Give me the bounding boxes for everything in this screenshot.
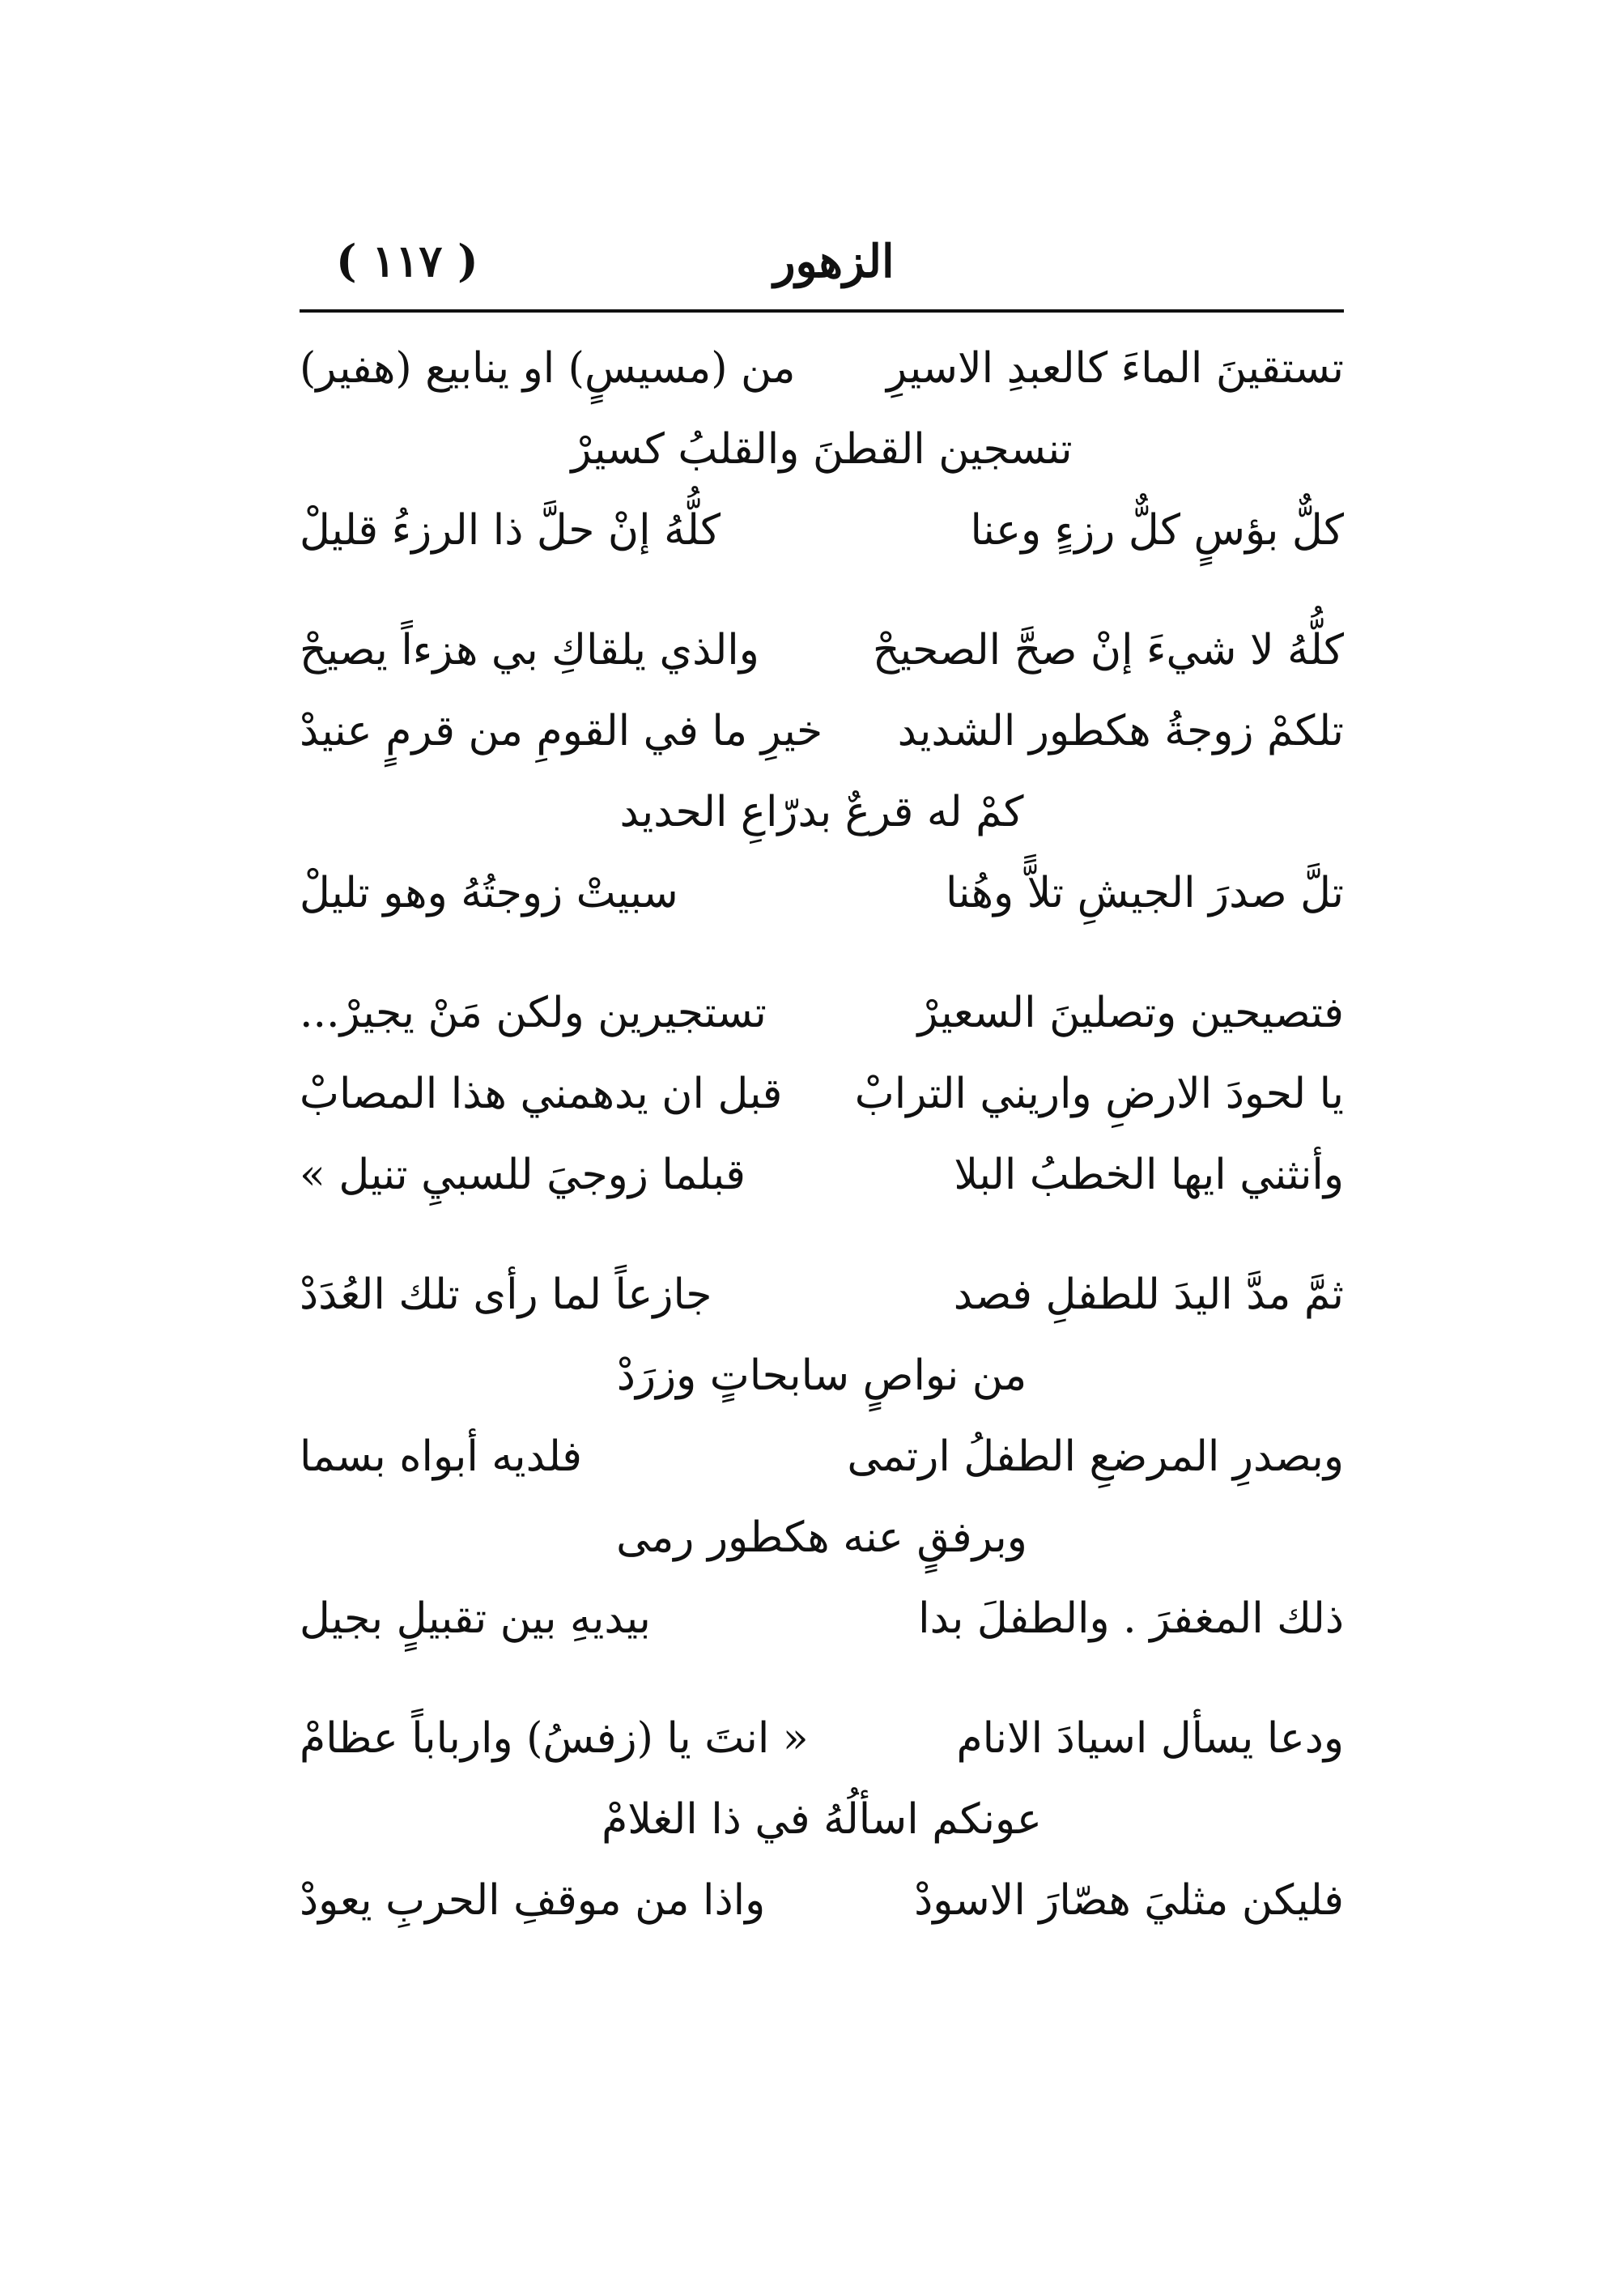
second-hemistich: جازعاً لما رأى تلك العُدَدْ — [300, 1270, 712, 1319]
verse-line — [300, 328, 1344, 409]
first-hemistich: ودعا يسأل اسيادَ الانام — [956, 1714, 1344, 1763]
verse-line — [300, 490, 1344, 571]
first-hemistich: يا لحودَ الارضِ واريني الترابْ — [854, 1070, 1344, 1118]
second-hemistich: تستجيرين ولكن مَنْ يجيرْ... — [300, 989, 767, 1037]
verse-line — [300, 691, 1344, 772]
first-hemistich: تلكمْ زوجةُ هكطور الشديد — [897, 707, 1344, 755]
verse-text: من نواصٍ سابحاتٍ وزرَدْ — [616, 1351, 1027, 1400]
running-title: الزهور — [773, 235, 895, 288]
first-hemistich: كلُّهُ لا شيءَ إنْ صحَّ الصحيحْ — [872, 626, 1344, 675]
second-hemistich: « انتَ يا (زفسُ) وارباباً عظامْ — [300, 1714, 809, 1763]
verse-line — [300, 1578, 1344, 1659]
first-hemistich: فليكن مثليَ هصّارَ الاسودْ — [914, 1876, 1344, 1925]
first-hemistich: وبصدرِ المرضعِ الطفلُ ارتمى — [847, 1432, 1344, 1481]
verse-line — [300, 853, 1344, 934]
verse-line-centered — [300, 409, 1344, 490]
verse-line — [300, 1860, 1344, 1941]
verse-line — [300, 1416, 1344, 1497]
verse-line-centered — [300, 1779, 1344, 1860]
second-hemistich: والذي يلقاكِ بي هزءاً يصيحْ — [300, 626, 759, 675]
verse-text: كمْ له قرعٌ بدرّاعِ الحديد — [619, 788, 1024, 836]
second-hemistich: من (مسيسٍ) او ينابيع (هفير) — [300, 344, 796, 393]
verse-text: تنسجين القطنَ والقلبُ كسيرْ — [571, 425, 1073, 474]
first-hemistich: فتصيحين وتصلينَ السعيرْ — [917, 989, 1344, 1037]
verse-line-centered — [300, 772, 1344, 853]
verse-line-centered — [300, 1497, 1344, 1578]
second-hemistich: قبل ان يدهمني هذا المصابْ — [300, 1070, 783, 1118]
first-hemistich: تلَّ صدرَ الجيشِ تلاًّ وهُنا — [946, 869, 1344, 917]
verse-text: عونكم اسألُهُ في ذا الغلامْ — [602, 1795, 1042, 1844]
second-hemistich: واذا من موقفِ الحربِ يعودْ — [300, 1876, 766, 1925]
verse-line — [300, 973, 1344, 1053]
verse-text: وبرفقٍ عنه هكطور رمى — [616, 1513, 1027, 1562]
verse-line — [300, 1134, 1344, 1215]
second-hemistich: سبيتْ زوجتُهُ وهو تليلْ — [300, 869, 678, 917]
verse-line — [300, 1254, 1344, 1335]
page-number: ( ١١٧ ) — [336, 235, 478, 287]
second-hemistich: كلُّهُ إنْ حلَّ ذا الرزءُ قليلْ — [300, 506, 721, 555]
verse-line-centered — [300, 1335, 1344, 1416]
second-hemistich: فلديه أبواه بسما — [300, 1432, 583, 1481]
verse-line — [300, 610, 1344, 691]
verse-line — [300, 1053, 1344, 1134]
first-hemistich: وأنثني ايها الخطبُ البلا — [954, 1151, 1344, 1199]
second-hemistich: خيرِ ما في القومِ من قرمٍ عنيدْ — [300, 707, 823, 755]
header-rule — [300, 309, 1344, 313]
first-hemistich: ذلك المغفرَ . والطفلَ بدا — [918, 1594, 1344, 1643]
page-header — [300, 235, 1344, 308]
second-hemistich: بيديهِ بين تقبيلٍ بجيل — [300, 1594, 651, 1643]
second-hemistich: قبلما زوجيَ للسبيِ تنيل » — [300, 1151, 746, 1199]
first-hemistich: ثمَّ مدَّ اليدَ للطفلِ فصد — [953, 1270, 1344, 1319]
verse-line — [300, 1698, 1344, 1779]
first-hemistich: تستقينَ الماءَ كالعبدِ الاسيرِ — [886, 344, 1344, 393]
poem-body — [300, 328, 1344, 1941]
first-hemistich: كلٌّ بؤسٍ كلٌّ رزءٍ وعنا — [970, 506, 1344, 555]
